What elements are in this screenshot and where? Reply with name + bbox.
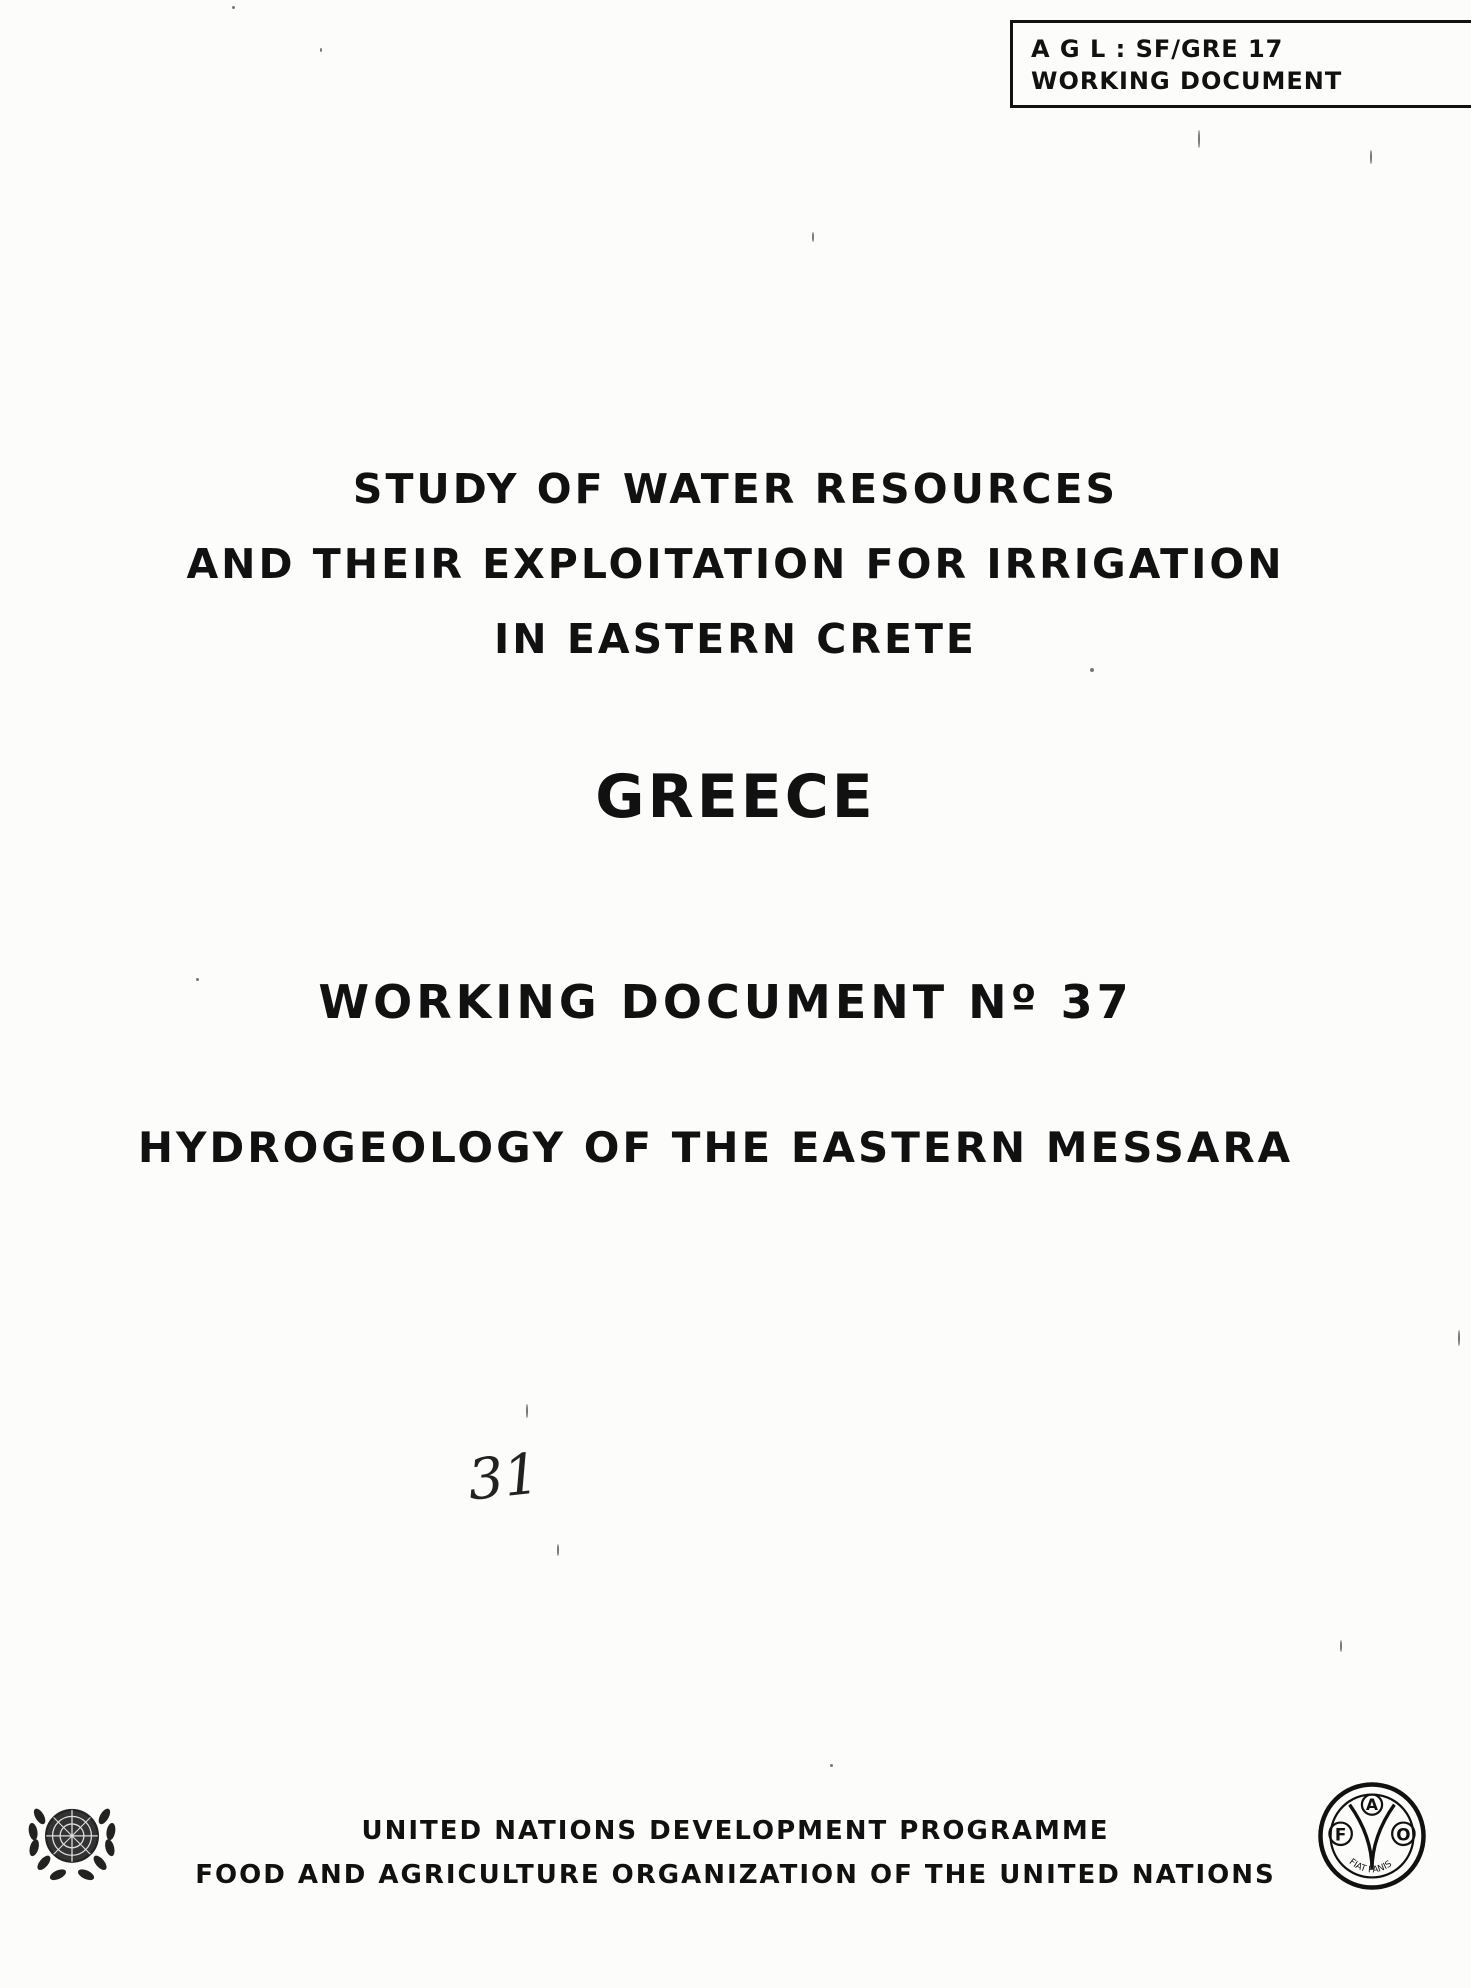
working-document-number: WORKING DOCUMENT Nº 37 xyxy=(318,975,1133,1029)
svg-text:A: A xyxy=(1365,1795,1379,1815)
title-line-2: AND THEIR EXPLOITATION FOR IRRIGATION xyxy=(186,540,1285,588)
scan-speck xyxy=(1370,150,1372,164)
scan-speck xyxy=(320,48,322,52)
reference-box xyxy=(1010,20,1471,108)
fao-emblem-icon xyxy=(1316,1780,1428,1892)
scan-speck xyxy=(1090,668,1094,672)
fao-name: FOOD AND AGRICULTURE ORGANIZATION OF THE UNITED NATIONS xyxy=(195,1860,1276,1890)
scan-speck xyxy=(830,1764,833,1767)
document-subject: HYDROGEOLOGY OF THE EASTERN MESSARA xyxy=(137,1123,1294,1172)
undp-name: UNITED NATIONS DEVELOPMENT PROGRAMME xyxy=(361,1816,1110,1846)
scan-speck xyxy=(1198,130,1200,148)
handwritten-note: 31 xyxy=(464,1441,543,1514)
scan-speck xyxy=(196,978,199,981)
svg-text:F: F xyxy=(1334,1824,1347,1845)
reference-code: A G L : SF/GRE 17 xyxy=(1031,35,1284,63)
scan-speck xyxy=(1340,1640,1342,1652)
svg-text:O: O xyxy=(1396,1824,1411,1845)
reference-type: WORKING DOCUMENT xyxy=(1031,67,1343,95)
scan-speck xyxy=(232,6,235,9)
scan-speck xyxy=(526,1404,528,1418)
scan-speck xyxy=(1458,1330,1460,1346)
country-heading: GREECE xyxy=(595,762,876,832)
title-line-3: IN EASTERN CRETE xyxy=(494,615,977,663)
svg-text:FIAT PANIS: FIAT PANIS xyxy=(1346,1857,1394,1876)
scan-speck xyxy=(812,232,814,242)
title-line-1: STUDY OF WATER RESOURCES xyxy=(352,465,1119,513)
scan-speck xyxy=(557,1544,559,1556)
